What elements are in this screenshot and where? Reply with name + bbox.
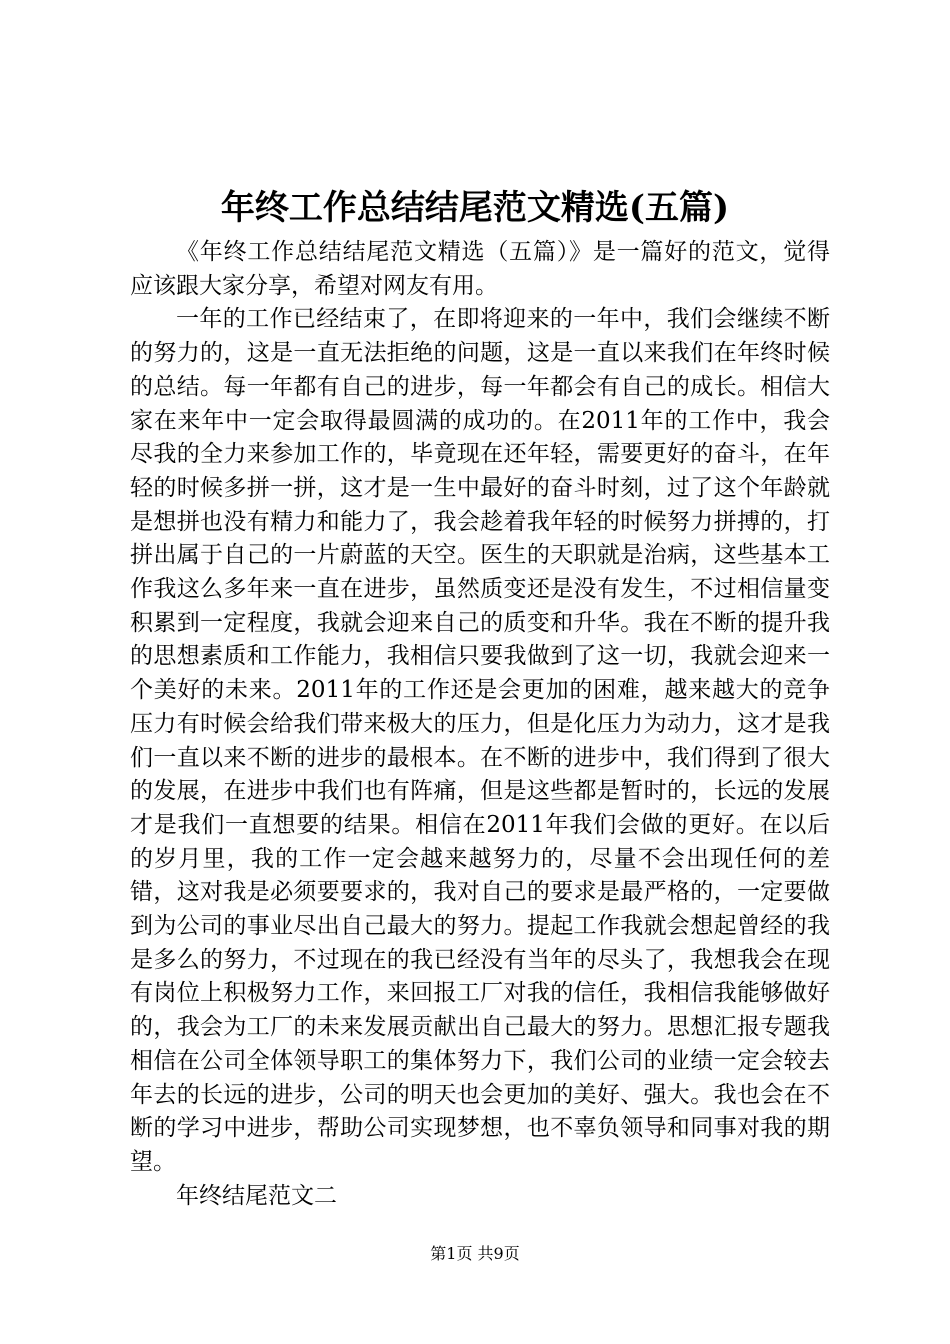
document-title: 年终工作总结结尾范文精选(五篇) — [220, 188, 730, 228]
document-body — [130, 236, 830, 1213]
page-number-footer: 第1页 共9页 — [430, 1244, 520, 1263]
paragraph-section-heading: 年终结尾范文二 — [176, 1182, 337, 1209]
paragraph-intro: 《年终工作总结结尾范文精选（五篇）》是一篇好的范文，觉得应该跟大家分享，希望对网友有用。 — [130, 239, 830, 299]
paragraph-main: 一年的工作已经结束了，在即将迎来的一年中，我们会继续不断的努力的，这是一直无法拒绝的问题，这是一直以来我们在年终时候的总结。每一年都有自己的进步，每一年都会有自己的成长。相信大家在来年中一定会取得最圆满的成功的。在2011年的工作中，我会尽我的全力来参加工作的，毕竟现在还年轻，需要更好的奋斗，在年轻的时候多拼一拼，这才是一生中最好的奋斗时刻，过了这个年龄就是想拼也没有精力和能力了，我会趁着我年轻的时候努力拼搏的，打拼出属于自己的一片蔚蓝的天空。医生的天职就是治病，这些基本工作我这么多年来一直在进步，虽然质变还是没有发生，不过相信量变积累到一定程度，我就会迎来自己的质变和升华。我在不断的提升我的思想素质和工作能力，我相信只要我做到了这一切，我就会迎来一个美好的未来。2011年的工作还是会更加的困难，越来越大的竞争压力有时候会给我们带来极大的压力，但是化压力为动力，这才是我们一直以来不断的进步的最根本。在不断的进步中，我们得到了很大的发展，在进步中我们也有阵痛，但是这些都是暂时的，长远的发展才是我们一直想要的结果。相信在2011年我们会做的更好。在以后的岁月里，我的工作一定会越来越努力的，尽量不会出现任何的差错，这对我是必须要要求的，我对自己的要求是最严格的，一定要做到为公司的事业尽出自己最大的努力。提起工作我就会想起曾经的我是多么的努力，不过现在的我已经没有当年的尽头了，我想我会在现有岗位上积极努力工作，来回报工厂对我的信任，我相信我能够做好的，我会为工厂的未来发展贡献出自己最大的努力。思想汇报专题我相信在公司全体领导职工的集体努力下，我们公司的业绩一定会较去年去的长远的进步，公司的明天也会更加的美好、强大。我也会在不断的学习中进步，帮助公司实现梦想，也不辜负领导和同事对我的期望。 — [130, 306, 830, 1175]
